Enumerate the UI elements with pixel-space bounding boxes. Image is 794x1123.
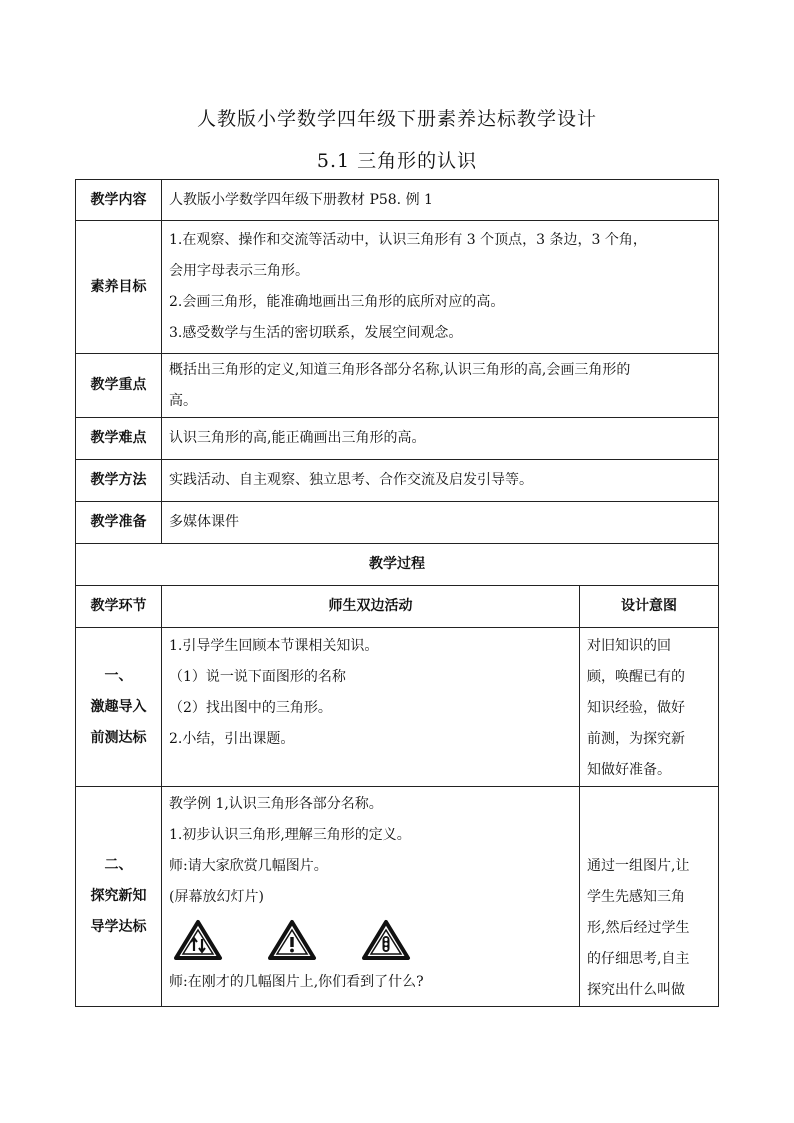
content-line: 认识三角形的高,能正确画出三角形的高。 xyxy=(169,430,426,446)
stage-activities xyxy=(162,787,580,1007)
intent-line: 探究出什么叫做 xyxy=(587,982,685,998)
intent-line: 形,然后经过学生 xyxy=(587,920,690,936)
intent-line: 知做好准备。 xyxy=(587,762,671,778)
row-content xyxy=(162,418,719,460)
stage-name-line: 一、 xyxy=(104,667,133,684)
table-row xyxy=(76,354,719,418)
exclamation-warning-sign-icon xyxy=(267,919,317,961)
stage-name xyxy=(76,787,162,1007)
content-line: 1.在观察、操作和交流等活动中，认识三角形有 3 个顶点，3 条边，3 个角， xyxy=(169,232,647,248)
activity-line: (屏幕放幻灯片) xyxy=(169,889,264,905)
stage-name xyxy=(76,628,162,787)
content-line: 实践活动、自主观察、独立思考、合作交流及启发引导等。 xyxy=(169,472,533,488)
stage-name-line: 二、 xyxy=(104,857,133,873)
row-label: 教学内容 xyxy=(76,180,162,221)
stage-intent xyxy=(580,787,719,1007)
table-row xyxy=(76,180,719,221)
activity-line: 1.引导学生回顾本节课相关知识。 xyxy=(169,638,379,654)
content-line: 高。 xyxy=(169,392,197,409)
row-label: 教学难点 xyxy=(76,418,162,460)
traffic-light-sign-icon xyxy=(361,919,411,961)
content-line: 概括出三角形的定义,知道三角形各部分名称,认识三角形的高,会画三角形的 xyxy=(169,361,631,378)
column-header: 师生双边活动 xyxy=(162,586,580,628)
content-line: 人教版小学数学四年级下册教材 P58. 例 1 xyxy=(169,191,433,208)
row-label: 教学准备 xyxy=(76,502,162,544)
activity-line: （2）找出图中的三角形。 xyxy=(169,700,332,716)
content-line: 2.会画三角形，能准确地画出三角形的底所对应的高。 xyxy=(169,294,505,310)
activity-line: 1.初步认识三角形,理解三角形的定义。 xyxy=(169,827,411,843)
traffic-sign-images xyxy=(169,913,572,967)
row-label: 素养目标 xyxy=(76,221,162,354)
stage-name-line: 前测达标 xyxy=(90,729,147,746)
table-row xyxy=(76,221,719,354)
activity-line: 师:在刚才的几幅图片上,你们看到了什么? xyxy=(169,974,424,990)
intent-line: 知识经验，做好 xyxy=(587,700,685,716)
stage-intent xyxy=(580,628,719,787)
stage-activities xyxy=(162,628,580,787)
row-content xyxy=(162,502,719,544)
row-content xyxy=(162,354,719,418)
row-content xyxy=(162,180,719,221)
intent-line: 前测，为探究新 xyxy=(587,731,685,747)
intent-line: 的仔细思考,自主 xyxy=(587,951,690,967)
activity-line: 教学例 1,认识三角形各部分名称。 xyxy=(169,796,383,812)
content-line: 多媒体课件 xyxy=(169,514,239,530)
stage-name-line: 探究新知 xyxy=(90,888,147,904)
activity-line: （1）说一说下面图形的名称 xyxy=(169,669,346,685)
activity-line: 2.小结，引出课题。 xyxy=(169,731,295,747)
process-title: 教学过程 xyxy=(76,544,719,586)
column-header: 设计意图 xyxy=(580,586,719,628)
content-line: 会用字母表示三角形。 xyxy=(169,263,309,279)
row-label: 教学方法 xyxy=(76,460,162,502)
table-header-row xyxy=(76,586,719,628)
intent-line: 对旧知识的回 xyxy=(587,638,671,654)
stage-name-line: 激趣导入 xyxy=(90,698,147,715)
stage-name-line: 导学达标 xyxy=(90,919,147,935)
row-content xyxy=(162,460,719,502)
table-row xyxy=(76,628,719,787)
row-label: 教学重点 xyxy=(76,354,162,418)
activity-line: 师:请大家欣赏几幅图片。 xyxy=(169,858,328,874)
document-title: 人教版小学数学四年级下册素养达标教学设计 xyxy=(196,108,597,130)
row-content xyxy=(162,221,719,354)
table-row xyxy=(76,418,719,460)
column-header: 教学环节 xyxy=(76,586,162,628)
table-row xyxy=(76,460,719,502)
table-row xyxy=(76,787,719,1007)
table-row xyxy=(76,544,719,586)
intent-line: 顾，唤醒已有的 xyxy=(587,669,685,685)
lesson-plan-table xyxy=(75,179,719,1007)
intent-line: 学生先感知三角 xyxy=(587,889,685,905)
intent-line: 通过一组图片,让 xyxy=(587,858,690,874)
table-row xyxy=(76,502,719,544)
two-way-traffic-sign-icon xyxy=(173,919,223,961)
content-line: 3.感受数学与生活的密切联系，发展空间观念。 xyxy=(169,325,463,341)
lesson-title: 5.1 三角形的认识 xyxy=(316,150,478,172)
